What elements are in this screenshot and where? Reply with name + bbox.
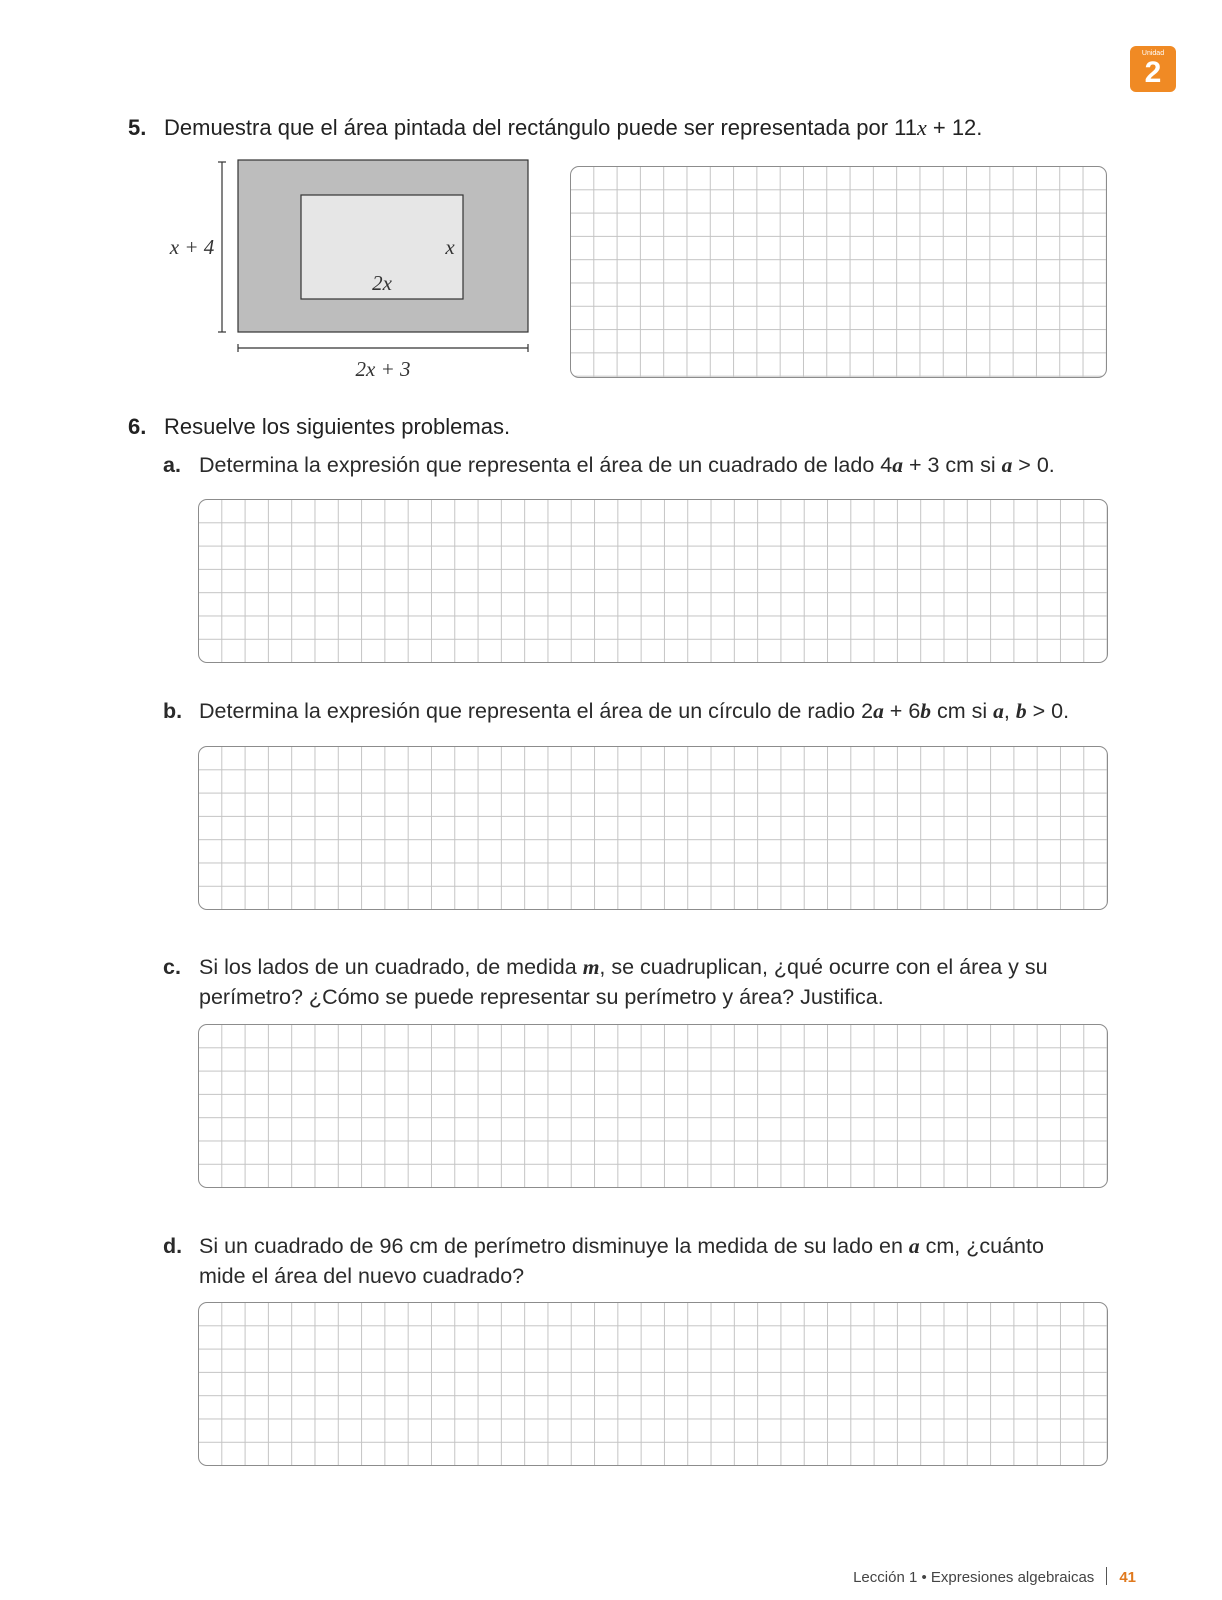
subquestion-letter: d.: [163, 1234, 183, 1258]
question-text-end: + 12.: [926, 115, 983, 140]
text-part: Determina la expresión que representa el área de un círculo de radio 2: [199, 699, 874, 723]
text-part: Si un cuadrado de 96 cm de perímetro disminuye la medida de su lado en: [199, 1234, 909, 1258]
question-text: Demuestra que el área pintada del rectángulo puede ser representada por 11: [164, 115, 917, 140]
width-label: 2x + 3: [355, 357, 411, 381]
unit-number: 2: [1144, 56, 1162, 89]
math-var: a: [873, 699, 884, 723]
math-var: x: [916, 115, 927, 140]
question-number: 6.: [128, 414, 147, 439]
text-part: Si los lados de un cuadrado, de medida: [199, 955, 583, 979]
math-var: a: [892, 453, 903, 477]
question-number: 5.: [128, 115, 147, 140]
answer-grid-d[interactable]: [198, 1302, 1108, 1466]
text-part: Determina la expresión que representa el área de un cuadrado de lado 4: [199, 453, 893, 477]
math-var: a: [908, 1234, 920, 1258]
rectangle-diagram: [150, 150, 550, 390]
footer-divider: [1106, 1567, 1107, 1585]
text-part: cm si: [931, 699, 994, 723]
text-part: ,: [1003, 699, 1016, 723]
question-5: [128, 113, 982, 143]
answer-grid-b[interactable]: [198, 746, 1108, 910]
answer-grid-c[interactable]: [198, 1024, 1108, 1188]
subquestion-d: [163, 1231, 1083, 1291]
subquestion-a: [163, 450, 1083, 480]
inner-height-label: x: [445, 235, 455, 259]
math-var: b: [1015, 699, 1027, 723]
subquestion-text: [199, 696, 1083, 726]
math-var: b: [920, 699, 932, 723]
text-part: > 0.: [1012, 453, 1055, 477]
text-part: + 3 cm si: [903, 453, 1002, 477]
subquestion-text: [199, 450, 1083, 480]
subquestion-b: [163, 696, 1083, 726]
question-title: Resuelve los siguientes problemas.: [164, 414, 511, 439]
subquestion-text: [199, 952, 1083, 1012]
answer-grid-a[interactable]: [198, 499, 1108, 663]
subquestion-letter: b.: [163, 699, 183, 723]
text-part: , se cuadruplican, ¿qué ocurre con el área y su perímetro? ¿Cómo se puede representar su perímetro y área? Justifica.: [199, 955, 1048, 1009]
math-var: a: [1001, 453, 1013, 477]
subquestion-text: [199, 1231, 1083, 1291]
unit-label: Unidad: [1141, 50, 1165, 57]
text-part: cm, ¿cuánto mide el área del nuevo cuadrado?: [199, 1234, 1044, 1288]
subquestion-letter: c.: [163, 955, 181, 979]
page-footer: [853, 1567, 1136, 1586]
lesson-title: Lección 1 • Expresiones algebraicas: [853, 1569, 1095, 1586]
subquestion-c: [163, 952, 1083, 1012]
math-var: m: [582, 955, 600, 979]
page-number: 41: [1119, 1569, 1136, 1586]
answer-grid-q5[interactable]: [570, 166, 1107, 378]
unit-badge: [1130, 46, 1176, 92]
math-var: a: [993, 699, 1004, 723]
text-part: + 6: [883, 699, 921, 723]
question-6: [128, 412, 510, 442]
text-part: > 0.: [1026, 699, 1070, 723]
height-label: x + 4: [169, 235, 215, 259]
subquestion-letter: a.: [163, 453, 181, 477]
inner-width-label: 2x: [372, 271, 392, 295]
